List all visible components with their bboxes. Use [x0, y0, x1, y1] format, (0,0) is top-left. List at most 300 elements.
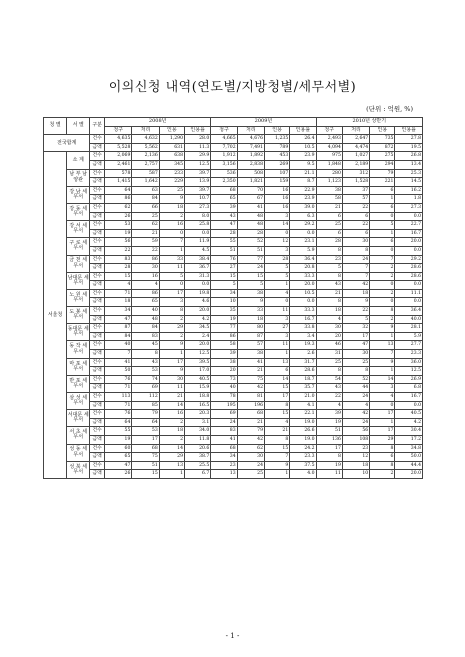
table-cell: 3 — [370, 384, 395, 393]
table-cell: 10 — [342, 470, 369, 479]
unit-label: (단위 : 억원, %) — [366, 105, 413, 113]
table-cell: 73 — [211, 375, 237, 384]
table-cell: 83 — [132, 332, 159, 341]
table-cell: 229 — [159, 178, 184, 187]
row-type: 건수 — [90, 152, 105, 161]
table-cell: 87 — [237, 332, 264, 341]
table-cell: 87 — [105, 324, 132, 333]
row-type: 건수 — [90, 203, 105, 212]
table-cell: 0 — [265, 298, 290, 307]
row-type: 금액 — [90, 418, 105, 427]
table-cell: 5.9 — [290, 246, 316, 255]
table-cell: 1 — [159, 246, 184, 255]
table-cell: 159 — [265, 178, 290, 187]
appeals-table-wrapper — [43, 117, 423, 479]
table-cell: 46 — [316, 341, 342, 350]
row-type: 건수 — [90, 255, 105, 264]
table-cell: 631 — [159, 143, 184, 152]
table-cell: 6 — [370, 203, 395, 212]
table-cell: 8 — [370, 444, 395, 453]
table-cell: 25.5 — [185, 461, 211, 470]
row-branch-label: 남대문 세무서 — [67, 272, 90, 289]
table-cell: 79 — [370, 169, 395, 178]
row-type: 건수 — [90, 375, 105, 384]
table-cell: 17 — [159, 358, 184, 367]
table-cell: 0 — [159, 281, 184, 290]
table-cell: 28 — [316, 238, 342, 247]
table-cell: 14 — [159, 444, 184, 453]
table-cell: 29.9 — [185, 152, 211, 161]
table-cell: 0.0 — [395, 401, 423, 410]
table-cell: 64 — [105, 418, 132, 427]
table-cell: 27.3 — [185, 203, 211, 212]
table-cell: 21 — [237, 367, 264, 376]
table-cell: 20.0 — [185, 341, 211, 350]
table-cell: 56 — [342, 427, 369, 436]
table-cell: 19 — [211, 315, 237, 324]
table-cell: 5.9 — [395, 332, 423, 341]
table-cell: 21 — [316, 203, 342, 212]
table-cell: 3 — [265, 315, 290, 324]
table-cell: 8 — [342, 246, 369, 255]
table-cell: 25.3 — [395, 169, 423, 178]
table-cell: 17 — [370, 427, 395, 436]
table-cell: 38 — [237, 350, 264, 359]
table-cell: 8 — [159, 307, 184, 316]
table-cell: 0 — [370, 298, 395, 307]
table-cell: 2,069 — [105, 152, 132, 161]
header-branch: 서 별 — [67, 118, 90, 135]
row-type: 금액 — [90, 332, 105, 341]
table-cell: 50 — [105, 367, 132, 376]
row-type: 금액 — [90, 264, 105, 273]
table-cell: 23.3 — [395, 350, 423, 359]
table-cell: 6 — [265, 367, 290, 376]
row-branch-label: 성 북 세무서 — [67, 461, 90, 478]
table-cell: 64 — [132, 418, 159, 427]
table-cell: 3.4 — [290, 332, 316, 341]
table-cell: 4,474 — [342, 143, 369, 152]
table-cell: 18.7 — [290, 375, 316, 384]
table-cell: 2,647 — [342, 135, 369, 144]
row-type: 건수 — [90, 393, 105, 402]
table-cell: 19.0 — [290, 418, 316, 427]
table-cell: 9.5 — [290, 160, 316, 169]
table-cell: 8 — [316, 453, 342, 462]
table-cell: 84 — [132, 324, 159, 333]
table-cell: 8.7 — [290, 178, 316, 187]
row-type: 금액 — [90, 246, 105, 255]
table-cell: 6.8 — [395, 384, 423, 393]
table-cell: 18 — [316, 307, 342, 316]
table-cell: 60 — [105, 444, 132, 453]
table-cell: 28.6 — [395, 264, 423, 273]
table-cell: 9 — [159, 341, 184, 350]
table-cell: 29 — [159, 324, 184, 333]
table-cell: 27 — [211, 264, 237, 273]
table-cell: 26 — [105, 470, 132, 479]
table-cell: 19.0 — [290, 435, 316, 444]
table-cell: 280 — [316, 169, 342, 178]
row-type: 건수 — [90, 169, 105, 178]
row-branch-label: 반 포 세무서 — [67, 375, 90, 392]
table-cell: 18.8 — [185, 393, 211, 402]
table-cell: 5 — [342, 315, 369, 324]
table-cell: 17 — [265, 393, 290, 402]
table-cell: 20.6 — [185, 444, 211, 453]
table-cell: 68 — [211, 444, 237, 453]
table-cell: 30.4 — [395, 427, 423, 436]
table-row — [44, 186, 423, 195]
table-cell: 19.8 — [185, 289, 211, 298]
row-type: 건수 — [90, 444, 105, 453]
table-cell: 20.0 — [185, 307, 211, 316]
table-cell: 221 — [370, 178, 395, 187]
table-row — [44, 229, 423, 238]
table-cell: 27.3 — [395, 203, 423, 212]
table-cell: 42 — [237, 435, 264, 444]
table-cell: 19.3 — [290, 341, 316, 350]
table-cell: 11.9 — [185, 238, 211, 247]
table-cell: 65 — [132, 298, 159, 307]
table-cell: 40.5 — [185, 375, 211, 384]
table-cell: 15 — [105, 272, 132, 281]
table-cell: 2.6 — [290, 350, 316, 359]
row-type: 건수 — [90, 186, 105, 195]
table-cell: 18 — [237, 315, 264, 324]
table-cell: 20.0 — [395, 470, 423, 479]
table-cell: 11.8 — [185, 435, 211, 444]
table-cell: 27 — [265, 324, 290, 333]
table-cell: 43 — [211, 212, 237, 221]
table-cell: 70 — [237, 186, 264, 195]
table-cell: 27.7 — [395, 341, 423, 350]
table-cell: 68 — [237, 410, 264, 419]
table-cell: 17.2 — [395, 435, 423, 444]
table-cell: 51 — [132, 461, 159, 470]
table-cell: 21 — [316, 289, 342, 298]
table-cell: 13 — [370, 341, 395, 350]
table-cell: 233 — [159, 169, 184, 178]
table-cell: 33.8 — [290, 324, 316, 333]
table-cell: 86 — [211, 332, 237, 341]
table-cell: 30 — [342, 238, 369, 247]
header-office: 청 별 — [44, 118, 67, 135]
table-cell: 19 — [105, 229, 132, 238]
table-cell: 16 — [265, 195, 290, 204]
table-cell: 17 — [370, 410, 395, 419]
table-cell: 36.4 — [290, 255, 316, 264]
table-cell: 24.2 — [290, 444, 316, 453]
table-cell: 28 — [237, 229, 264, 238]
table-cell: 4 — [265, 289, 290, 298]
table-cell: 83 — [105, 255, 132, 264]
table-cell: 8 — [316, 272, 342, 281]
table-cell: 76 — [105, 375, 132, 384]
table-cell: 8.0 — [185, 212, 211, 221]
table-cell: 15 — [132, 470, 159, 479]
table-cell: 6.7 — [185, 470, 211, 479]
table-cell: 1,528 — [342, 178, 369, 187]
table-cell: 58 — [211, 341, 237, 350]
table-cell: 24 — [237, 264, 264, 273]
table-row — [44, 169, 423, 178]
row-branch-label: 강 남 세무서 — [67, 186, 90, 203]
table-cell: 25 — [316, 221, 342, 230]
table-cell: 21 — [159, 393, 184, 402]
table-cell: 1,415 — [105, 178, 132, 187]
table-cell: 17 — [316, 444, 342, 453]
header-subcol: 청구 — [105, 126, 132, 135]
table-cell: 77 — [237, 255, 264, 264]
table-cell: 5 — [370, 221, 395, 230]
table-row — [44, 203, 423, 212]
table-cell: 15 — [265, 410, 290, 419]
header-subcol: 인용률 — [185, 126, 211, 135]
table-cell: 9 — [370, 324, 395, 333]
table-cell: 578 — [105, 169, 132, 178]
table-cell: 40 — [105, 341, 132, 350]
table-row — [44, 264, 423, 273]
table-cell: 9 — [159, 367, 184, 376]
table-cell: 107 — [265, 169, 290, 178]
table-row — [44, 470, 423, 479]
table-cell: 26.8 — [395, 152, 423, 161]
table-cell: 789 — [265, 143, 290, 152]
table-row — [44, 410, 423, 419]
row-branch-label: 강 서 세무서 — [67, 221, 90, 238]
table-cell: 31 — [316, 350, 342, 359]
row-type: 건수 — [90, 324, 105, 333]
table-row — [44, 298, 423, 307]
row-type: 금액 — [90, 178, 105, 187]
table-cell: 2 — [370, 264, 395, 273]
table-cell: 12.5 — [185, 160, 211, 169]
header-subcol: 인용 — [370, 126, 395, 135]
header-type: 구분 — [90, 118, 105, 135]
table-cell: 47 — [211, 221, 237, 230]
table-row — [44, 160, 423, 169]
table-cell: 13.4 — [395, 160, 423, 169]
header-subcol: 처리 — [342, 126, 369, 135]
header-subcol: 처리 — [132, 126, 159, 135]
table-cell: 5 — [159, 272, 184, 281]
table-cell: 7,491 — [237, 143, 264, 152]
table-cell: 0.0 — [290, 298, 316, 307]
table-cell: 52 — [237, 238, 264, 247]
table-cell: 52 — [342, 375, 369, 384]
table-cell: 4.6 — [185, 298, 211, 307]
row-type: 금액 — [90, 143, 105, 152]
row-type: 금액 — [90, 212, 105, 221]
table-cell: 39 — [211, 350, 237, 359]
table-cell: 24 — [211, 418, 237, 427]
table-cell: 7 — [105, 350, 132, 359]
table-cell: 638 — [159, 152, 184, 161]
table-cell: 9 — [159, 195, 184, 204]
table-cell: 1,642 — [132, 178, 159, 187]
table-cell: 0.0 — [395, 212, 423, 221]
table-cell: 30 — [342, 350, 369, 359]
table-cell: 21.0 — [290, 393, 316, 402]
table-cell: 57 — [237, 341, 264, 350]
table-cell: 2 — [370, 272, 395, 281]
table-cell: 18 — [159, 203, 184, 212]
table-cell: 4,676 — [237, 135, 264, 144]
table-cell: 21 — [265, 427, 290, 436]
row-type: 건수 — [90, 221, 105, 230]
table-cell: 10 — [211, 298, 237, 307]
table-cell: 1 — [265, 470, 290, 479]
table-cell: 2,461 — [105, 160, 132, 169]
header-subcol: 처리 — [237, 126, 264, 135]
table-cell: 42 — [237, 384, 264, 393]
table-cell: 12.5 — [395, 367, 423, 376]
table-cell: 2 — [159, 435, 184, 444]
table-cell: 62 — [132, 221, 159, 230]
header-subcol: 인용률 — [290, 126, 316, 135]
table-cell: 22 — [342, 203, 369, 212]
table-cell: 453 — [265, 152, 290, 161]
table-cell: 2 — [159, 212, 184, 221]
row-branch-label: 삼 성 세무서 — [67, 393, 90, 410]
table-cell: 587 — [132, 169, 159, 178]
row-type: 건수 — [90, 427, 105, 436]
table-row — [44, 195, 423, 204]
table-cell: 67 — [237, 195, 264, 204]
row-branch-label: 소 계 — [67, 152, 90, 169]
table-cell: 71 — [105, 401, 132, 410]
table-cell: 1 — [370, 229, 395, 238]
table-cell: 2.4 — [185, 332, 211, 341]
table-cell: 29 — [370, 435, 395, 444]
table-cell: 51 — [316, 427, 342, 436]
table-cell: 5 — [316, 264, 342, 273]
table-cell: 17 — [159, 289, 184, 298]
table-cell: 21 — [237, 418, 264, 427]
table-row — [44, 384, 423, 393]
table-row — [44, 135, 423, 144]
table-cell: 64 — [105, 186, 132, 195]
table-cell: 196 — [237, 401, 264, 410]
table-cell: 4 — [316, 401, 342, 410]
table-cell: 4,635 — [105, 135, 132, 144]
table-cell: 28.6 — [290, 367, 316, 376]
table-cell: 76 — [105, 410, 132, 419]
table-cell: 2,493 — [316, 135, 342, 144]
table-cell: 35 — [211, 307, 237, 316]
table-cell: 6 — [370, 238, 395, 247]
table-cell: 78 — [211, 393, 237, 402]
table-cell: 1 — [159, 470, 184, 479]
table-cell: 0.0 — [395, 298, 423, 307]
table-row — [44, 238, 423, 247]
table-cell: 69 — [132, 384, 159, 393]
table-cell: 53 — [132, 427, 159, 436]
table-cell: 34.0 — [185, 427, 211, 436]
table-cell: 57 — [342, 195, 369, 204]
row-type: 금액 — [90, 453, 105, 462]
table-cell: 28 — [265, 255, 290, 264]
row-type: 금액 — [90, 367, 105, 376]
table-cell: 18 — [342, 461, 369, 470]
table-cell: 86 — [132, 255, 159, 264]
table-cell: 23 — [342, 444, 369, 453]
table-cell: 113 — [105, 393, 132, 402]
table-cell: 6 — [342, 229, 369, 238]
table-cell: 0.0 — [395, 246, 423, 255]
table-cell: 53 — [105, 221, 132, 230]
table-cell: 4.1 — [290, 401, 316, 410]
row-type: 금액 — [90, 195, 105, 204]
table-cell: 35.7 — [290, 384, 316, 393]
table-cell: 29.2 — [395, 255, 423, 264]
table-cell: 75 — [237, 375, 264, 384]
table-cell: 2,189 — [342, 160, 369, 169]
table-cell: 22.1 — [290, 410, 316, 419]
table-cell: 17 — [342, 332, 369, 341]
row-type: 금액 — [90, 384, 105, 393]
table-cell: 41 — [105, 358, 132, 367]
table-cell: 41 — [211, 435, 237, 444]
table-cell: 13 — [159, 461, 184, 470]
table-cell: 136 — [316, 435, 342, 444]
row-branch-label: 동대문 세무서 — [67, 324, 90, 341]
table-cell: 47 — [105, 315, 132, 324]
table-cell: 44 — [342, 384, 369, 393]
table-cell: 0.0 — [290, 229, 316, 238]
table-cell: 23 — [211, 461, 237, 470]
table-cell: 275 — [370, 152, 395, 161]
table-cell: 25 — [342, 358, 369, 367]
table-cell: 0 — [370, 246, 395, 255]
table-cell: 68 — [132, 444, 159, 453]
table-cell: 8 — [316, 246, 342, 255]
table-cell: 2,838 — [237, 160, 264, 169]
table-cell: 25 — [132, 212, 159, 221]
table-row — [44, 255, 423, 264]
table-cell: 18 — [159, 427, 184, 436]
table-cell: 2,757 — [132, 160, 159, 169]
table-cell: 28.0 — [185, 135, 211, 144]
table-cell: 30 — [159, 375, 184, 384]
row-type: 건수 — [90, 307, 105, 316]
table-cell: 1 — [265, 350, 290, 359]
table-cell: 11 — [159, 384, 184, 393]
table-cell: 3,156 — [211, 160, 237, 169]
table-row — [44, 281, 423, 290]
table-row — [44, 375, 423, 384]
table-cell: 5 — [211, 281, 237, 290]
table-cell: 0.0 — [185, 281, 211, 290]
row-type: 건수 — [90, 341, 105, 350]
table-cell: 40.0 — [395, 315, 423, 324]
table-cell: 62 — [105, 203, 132, 212]
row-branch-label: 서대문 세무서 — [67, 410, 90, 427]
table-cell: 51 — [237, 246, 264, 255]
table-cell: 63 — [132, 186, 159, 195]
row-branch-label: 동 작 세무서 — [67, 341, 90, 358]
table-cell: 23.9 — [290, 195, 316, 204]
table-cell: 19.5 — [395, 143, 423, 152]
table-cell: 48 — [132, 315, 159, 324]
table-row — [44, 444, 423, 453]
table-cell: 22 — [342, 221, 369, 230]
table-cell: 11 — [265, 341, 290, 350]
row-branch-label: 금 천 세무서 — [67, 255, 90, 272]
table-cell: 41 — [237, 358, 264, 367]
table-cell: 17.0 — [185, 367, 211, 376]
